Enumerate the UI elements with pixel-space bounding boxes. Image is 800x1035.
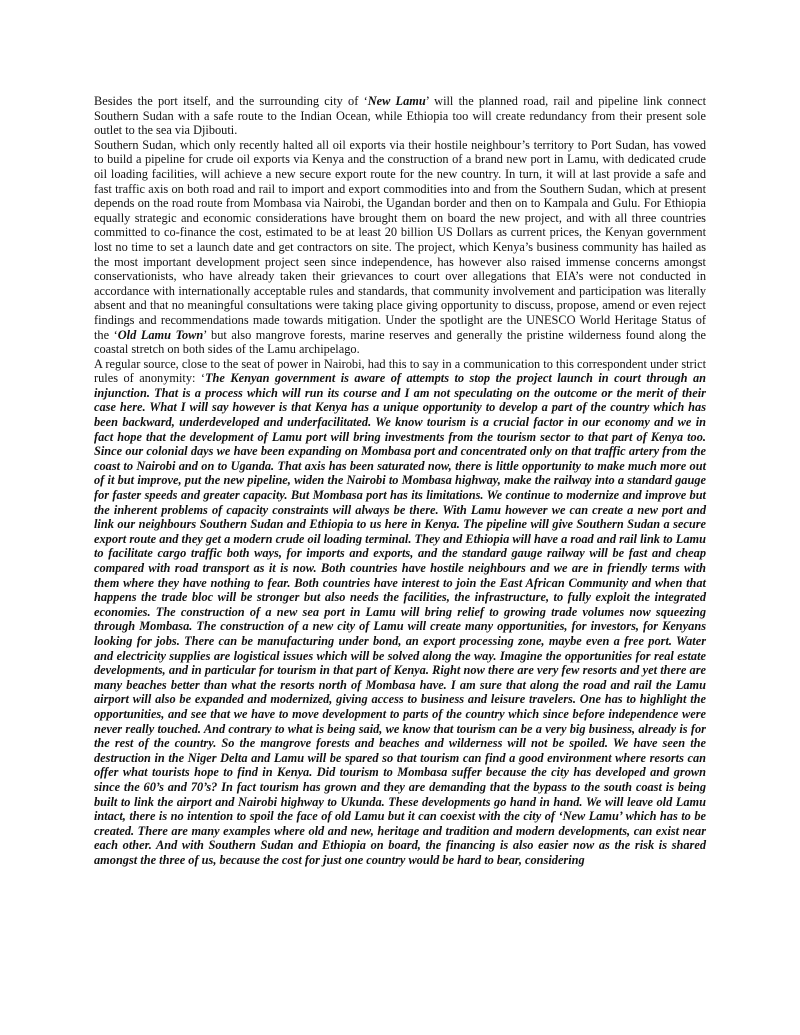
paragraph-text: Besides the port itself, and the surrounding city of ‘ <box>94 94 368 108</box>
paragraph-new-lamu <box>94 94 706 138</box>
paragraph-text: Southern Sudan, which only recently halted all oil exports via their hostile neighbour’s territory to Port Sudan, has vowed to build a pipeline for crude oil exports via Kenya and the construction of a brand new port in Lamu, with dedicated crude oil loading facilities, will achieve a new secure export route for the new country. In turn, it will at last provide a safe and fast traffic axis on both road and rail to import and export commodities into and from the Southern Sudan, which at present depends on the road route from Mombasa via Nairobi, the Ugandan border and then on to Kampala and Gulu. For Ethiopia equally strategic and economic considerations have brought them on board the new project, and with all three countries committed to co-finance the cost, estimated to be at least 20 billion US Dollars as current prices, the Kenyan government lost no time to set a launch date and get contractors on site. The project, which Kenya’s business community has hailed as the most important development project seen since independence, has however also raised immense concerns amongst conservationists, who have already taken their grievances to court over allegations that EIA’s were not conducted in accordance with internationally acceptable rules and standards, that community involvement and participation was literally absent and that no meaningful consultations were taking place giving opportunity to discuss, propose, amend or even reject findings and recommendations made towards mitigation. Under the spotlight are the UNESCO World Heritage Status of the ‘ <box>94 137 706 342</box>
paragraph-southern-sudan <box>94 138 706 357</box>
paragraph-text: A regular source, close to the seat of power in Nairobi, had this to say in a communication to this correspondent under strict rules of anonymity: ‘ <box>94 356 706 386</box>
quoted-statement: The Kenyan government is aware of attempts to stop the project launch in court through an injunction. That is a process which will run its course and I am not speculating on the outcome or the merit of their case here. What I will say however is that Kenya has a unique opportunity to develop a part of the country which has been backward, underdeveloped and underfacilitated. We know tourism is a crucial factor in our economy and we in fact hope that the development of Lamu port will bring investments from the tourism sector to that part of Kenya too. Since our colonial days we have been expanding on Mombasa port and concentrated only on that traffic artery from the coast to Nairobi and on to Uganda. That axis has been saturated now, there is little opportunity to make much more out of it but improve, put the new pipeline, widen the Nairobi to Mombasa highway, make the railway into a standard gauge for faster speeds and greater capacity. But Mombasa port has its limitations. We continue to modernize and improve but the inherent problems of capacity constraints will always be there. With Lamu however we can create a new port and link our neighbours Southern Sudan and Ethiopia to us here in Kenya. The pipeline will give Southern Sudan a secure export route and they get a modern crude oil loading terminal. They and Ethiopia will have a road and rail link to Lamu to facilitate cargo traffic both ways, for imports and exports, and the standard gauge railway will be fast and cheap compared with road transport as it is now. Both countries have hostile neighbours and we are in friendly terms with them where they have nothing to fear. Both countries have interest to join the East African Community and when that happens the trade bloc will be stronger but also needs the facilities, the infrastructure, to fully exploit the integrated economies. The construction of a new sea port in Lamu will bring relief to growing trade volumes now squeezing through Mombasa. The construction of a new city of Lamu will create many opportunities, for investors, for Kenyans looking for jobs. There can be manufacturing under bond, an export processing zone, maybe even a free port. Water and electricity supplies are logistical issues which will be solved along the way. Imagine the opportunities for real estate developments, and in particular for tourism in that part of Kenya. Right now there are very few resorts and yet there are many beaches better than what the resorts north of Mombasa have. I am sure that along the road and rail the Lamu airport will also be expanded and modernized, giving access to business and leisure travelers. One has to highlight the opportunities, and see that we have to move development to parts of the country which since before independence were never really touched. And contrary to what is being said, we know that tourism can be a very big business, already is for the rest of the country. So the mangrove forests and beaches and wilderness will not be spoiled. We have seen the destruction in the Niger Delta and Lamu will be spared so that tourism can find a good environment where resorts can offer what tourists hope to find in Kenya. Did tourism to Mombasa suffer because the city has developed and grown since the 60’s and 70’s? In fact tourism has grown and they are demanding that the bypass to the south coast is being built to link the airport and Nairobi highway to Ukunda. These developments go hand in hand. We will leave old Lamu intact, there is no intention to spoil the face of old Lamu but it can coexist with the city of ‘New Lamu’ which has to be created. There are many examples where old and new, heritage and tradition and modern developments, can exist near each other. And with Southern Sudan and Ethiopia on board, the financing is also easier now as the risk is shared amongst the three of us, because the cost for just one country would be hard to bear, considering <box>94 371 707 867</box>
paragraph-text: ’ will the planned road, rail and pipeline link connect Southern Sudan with a safe route to the Indian Ocean, while Ethiopia too will create redundancy from their present sole outlet to the sea via Djibouti. <box>94 94 707 138</box>
emphasis-new-lamu: New Lamu <box>367 94 426 108</box>
paragraph-source-quote <box>94 357 706 868</box>
paragraph-text: ’ but also mangrove forests, marine reserves and generally the pristine wilderness found along the coastal stretch on both sides of the Lamu archipelago. <box>94 327 707 357</box>
document-page <box>94 94 706 867</box>
emphasis-old-lamu-town: Old Lamu Town <box>117 327 204 342</box>
